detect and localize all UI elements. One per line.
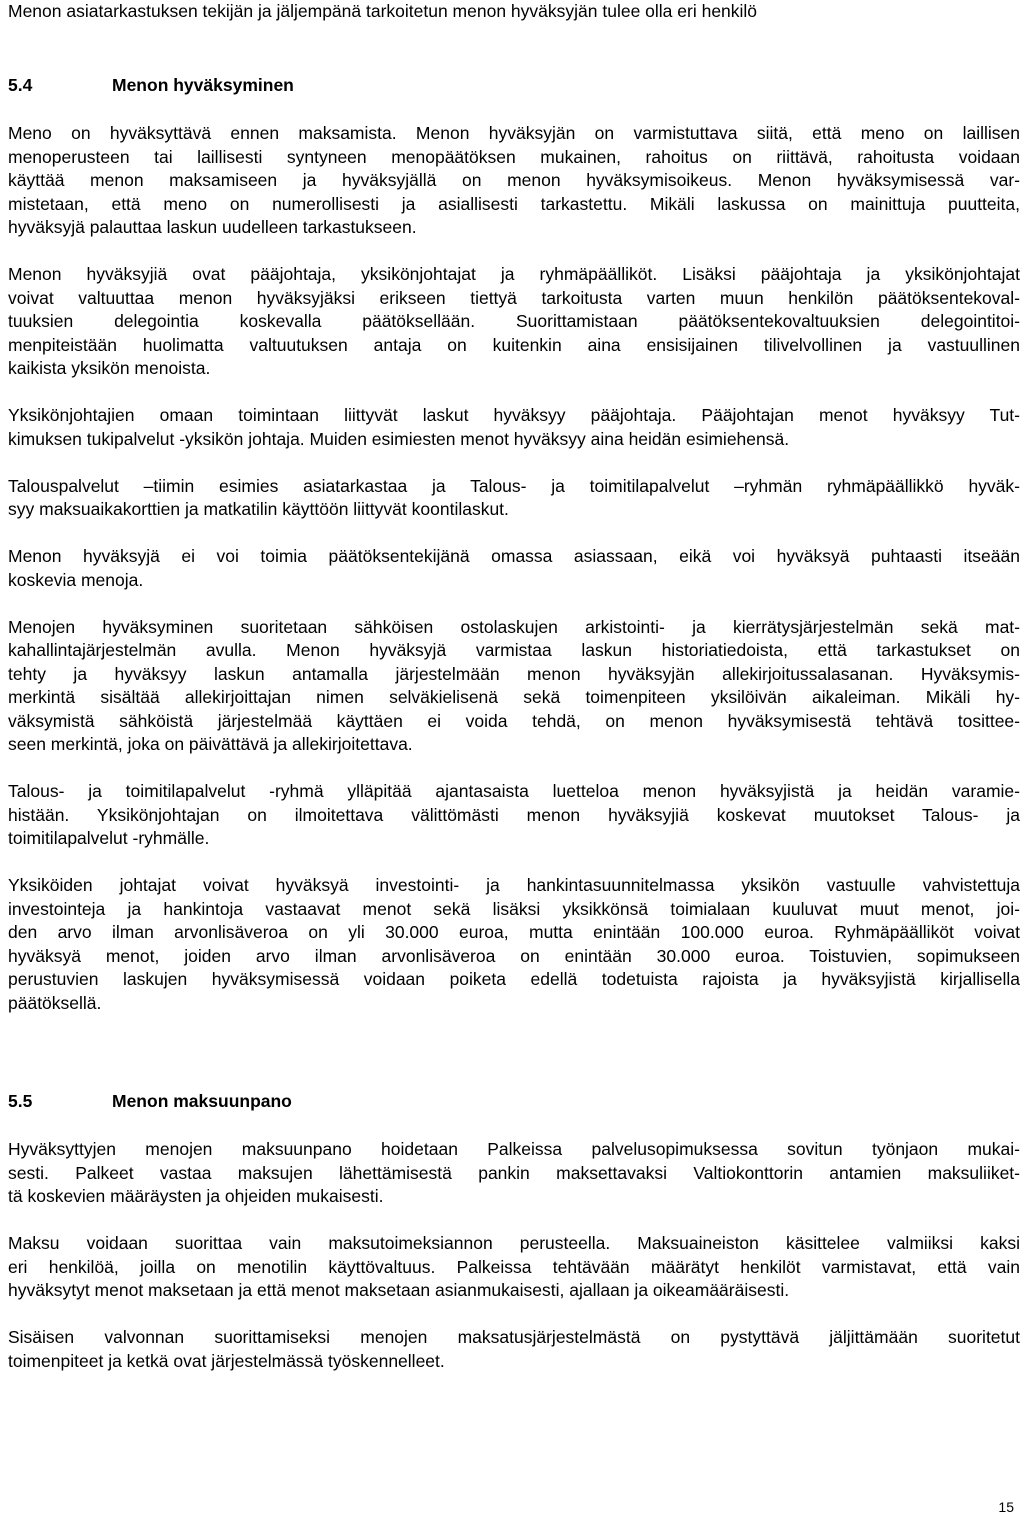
section-number: 5.4: [8, 75, 33, 95]
text-line: Menon hyväksyjä ei voi toimia päätöksentekijänä omassa asiassaan, eikä voi hyväksyä puhtaasti itseään: [8, 546, 1020, 566]
text-line: toimenpiteet ja ketkä ovat järjestelmässä työskennelleet.: [8, 1350, 445, 1371]
text-line: Hyväksyttyjen menojen maksuunpano hoidetaan Palkeissa palvelusopimuksessa sovitun työnjaon mukai-: [8, 1139, 1020, 1159]
top-line-block: [8, 0, 1020, 24]
text-line: den arvo ilman arvonlisäveroa on yli 30.000 euroa, mutta enintään 100.000 euroa. Ryhmäpäälliköt voivat: [8, 922, 1020, 942]
text-line: Talouspalvelut –tiimin esimies asiatarkastaa ja Talous- ja toimitilapalvelut –ryhmän ryhmäpäällikkö hyväk-: [8, 475, 1020, 496]
text-line: hyväksytyt menot maksetaan ja että menot maksetaan asianmukaisesti, ajallaan ja oikeamääräisesti.: [8, 1280, 790, 1300]
section-number: 5.5: [8, 1091, 33, 1111]
paragraph-gap: [8, 381, 1020, 405]
text-line: eri henkilöä, joilla on menotilin käyttövaltuus. Palkeissa tehtävään määrätyt henkilöt varmistavat, että vain: [8, 1256, 1020, 1277]
paragraph: [8, 1232, 1020, 1303]
section-heading-5-5: [8, 1090, 292, 1114]
paragraph: [8, 475, 1020, 522]
text-line: voivat valtuuttaa menon hyväksyjäksi erikseen tiettyä tarkoitusta varten muun henkilön päätöksentekoval-: [8, 287, 1020, 308]
paragraph: [8, 122, 1020, 240]
text-line: kahallintajärjestelmän avulla. Menon hyväksyjä varmistaa laskun historiatiedoista, että tarkastukset on: [8, 640, 1020, 660]
paragraph: [8, 780, 1020, 851]
paragraph-gap: [8, 757, 1020, 781]
text-line: tuuksien delegointia koskevalla päätöksellään. Suorittamistaan päätöksentekovaltuuksien delegointitoi-: [8, 311, 1020, 331]
text-line: hyväksyä menot, joiden arvo ilman arvonlisäveroa on enintään 30.000 euroa. Toistuvien, sopimukseen: [8, 945, 1020, 966]
text-line: merkintä sisältää allekirjoittajan nimen selväkielisenä sekä toimenpiteen yksilöivän aikaleiman. Mikäli hy-: [8, 687, 1020, 707]
paragraph: [8, 404, 1020, 451]
section-5-5-body: [8, 1138, 1020, 1373]
text-line: syy maksuaikakorttien ja matkatilin käyttöön liittyvät koontilaskut.: [8, 499, 509, 519]
text-line: väksymistä sähköistä järjestelmää käyttäen ei voida tehdä, on menon hyväksymisestä tehtävä tosittee-: [8, 710, 1020, 731]
paragraph: [8, 616, 1020, 757]
text-line: Yksikönjohtajien omaan toimintaan liittyvät laskut hyväksyy pääjohtaja. Pääjohtajan menot hyväksyy Tut-: [8, 405, 1020, 425]
text-line: sesti. Palkeet vastaa maksujen lähettämisestä pankin maksettavaksi Valtiokonttorin antamien maksuliiket-: [8, 1162, 1020, 1183]
section-heading-5-4: [8, 74, 294, 98]
section-5-4-body: [8, 122, 1020, 1015]
paragraph-gap: [8, 592, 1020, 616]
top-line: Menon asiatarkastuksen tekijän ja jäljempänä tarkoitetun menon hyväksyjän tulee olla eri henkilö: [8, 1, 758, 21]
text-line: tehty ja hyväksyy laskun antamalla järjestelmään menon hyväksyjän allekirjoitussalasanan. Hyväksymis-: [8, 663, 1020, 684]
paragraph: [8, 263, 1020, 381]
text-line: päätöksellä.: [8, 992, 102, 1013]
text-line: perustuvien laskujen hyväksymisessä voidaan poiketa edellä todetuista rajoista ja hyväksyjistä kirjallisella: [8, 969, 1020, 989]
paragraph-gap: [8, 240, 1020, 264]
paragraph-gap: [8, 522, 1020, 546]
section-title: Menon hyväksyminen: [112, 75, 294, 95]
text-line: mistetaan, että meno on numerollisesti ja asiallisesti tarkastettu. Mikäli laskussa on mainittuja puutteita,: [8, 193, 1020, 214]
text-line: kaikista yksikön menoista.: [8, 358, 211, 378]
text-line: menpiteistään huolimatta valtuutuksen antaja on kuitenkin aina ensisijainen tilivelvollinen ja vastuullinen: [8, 334, 1020, 355]
paragraph: [8, 874, 1020, 1015]
page-number: 15: [998, 1499, 1014, 1515]
text-line: hyväksyjä palauttaa laskun uudelleen tarkastukseen.: [8, 217, 417, 237]
section-title: Menon maksuunpano: [112, 1091, 292, 1111]
text-line: Menojen hyväksyminen suoritetaan sähköisen ostolaskujen arkistointi- ja kierrätysjärjestelmän sekä mat-: [8, 616, 1020, 637]
paragraph-gap: [8, 1209, 1020, 1233]
text-line: histään. Yksikönjohtajan on ilmoitettava välittömästi menon hyväksyjiä koskevat muutokset Talous- ja: [8, 804, 1020, 825]
text-line: seen merkintä, joka on päivättävä ja allekirjoitettava.: [8, 734, 413, 754]
text-line: Menon hyväksyjiä ovat pääjohtaja, yksikönjohtajat ja ryhmäpäälliköt. Lisäksi pääjohtaja ja yksikönjohtajat: [8, 264, 1020, 284]
text-line: toimitilapalvelut -ryhmälle.: [8, 828, 210, 848]
paragraph-gap: [8, 451, 1020, 475]
text-line: kimuksen tukipalvelut -yksikön johtaja. Muiden esimiesten menot hyväksyy aina heidän esimiehensä.: [8, 428, 790, 449]
text-line: käyttää menon maksamiseen ja hyväksyjällä on menon hyväksymisoikeus. Menon hyväksymisessä var-: [8, 170, 1020, 190]
paragraph-gap: [8, 1303, 1020, 1327]
paragraph: [8, 1326, 1020, 1373]
paragraph: [8, 545, 1020, 592]
text-line: Talous- ja toimitilapalvelut -ryhmä ylläpitää ajantasaista luetteloa menon hyväksyjistä ja heidän varamie-: [8, 781, 1020, 801]
text-line: koskevia menoja.: [8, 569, 144, 590]
text-line: investointeja ja hankintoja vastaavat menot sekä lisäksi yksikkönsä toimialaan kuuluvat muut menot, joi-: [8, 898, 1020, 919]
text-line: Meno on hyväksyttävä ennen maksamista. Menon hyväksyjän on varmistuttava siitä, että meno on laillisen: [8, 123, 1020, 143]
text-line: tä koskevien määräysten ja ohjeiden mukaisesti.: [8, 1186, 384, 1206]
text-line: Yksiköiden johtajat voivat hyväksyä investointi- ja hankintasuunnitelmassa yksikön vastuulle vahvistettuja: [8, 875, 1020, 895]
paragraph: [8, 1138, 1020, 1209]
paragraph-gap: [8, 851, 1020, 875]
text-line: menoperusteen tai laillisesti syntyneen menopäätöksen mukainen, rahoitus on riittävä, rahoitusta voidaan: [8, 146, 1020, 167]
text-line: Sisäisen valvonnan suorittamiseksi menojen maksatusjärjestelmästä on pystyttävä jäljittämään suoritetut: [8, 1327, 1020, 1347]
text-line: Maksu voidaan suorittaa vain maksutoimeksiannon perusteella. Maksuaineiston käsittelee valmiiksi kaksi: [8, 1233, 1020, 1253]
